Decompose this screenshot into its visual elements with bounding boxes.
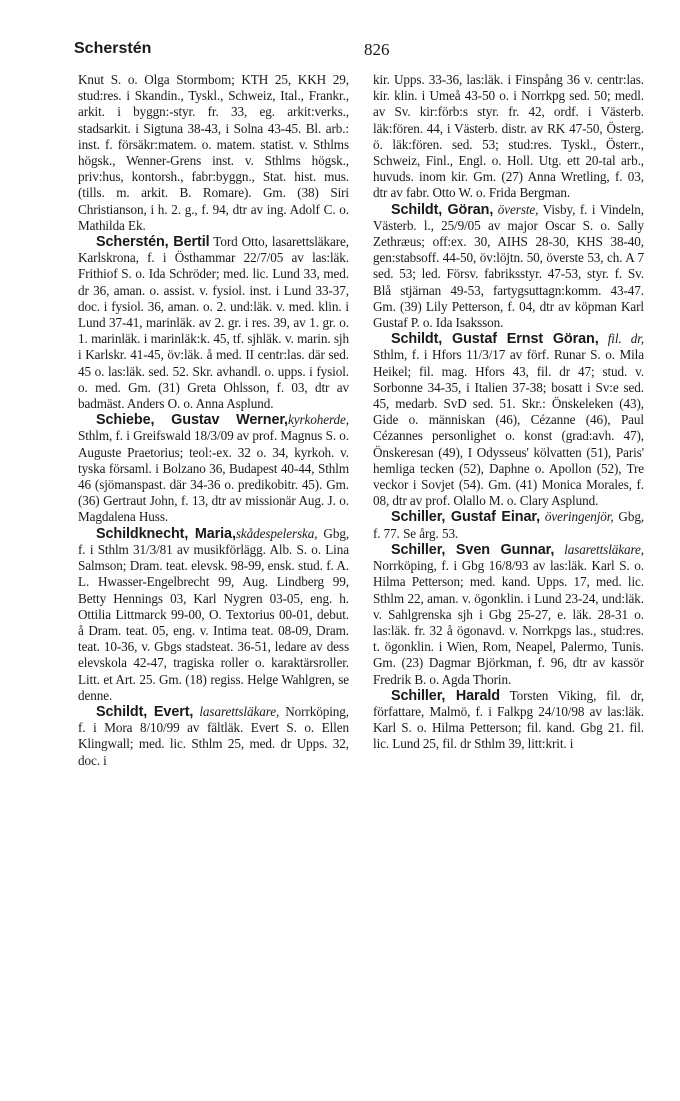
entry-continuation: Knut S. o. Olga Stormbom; KTH 25, KKH 29, stud:res. i Skandin., Tyskl., Schweiz, Ital., Frankr., arkit. i byggn:-styr. fr. 33, eg. arkit:verks., stadsarkit. i Sigtuna 38-43, i Solna 43-45. Bl. arb.: inst. f. försäkr:matem. o. matem. statist. v. Sthlms högsk., Wenner-Grens inst. v. Sthlms högsk., priv:hus, kontorsh., fabr:byggn., Stat. hist. mus. (tills. m. arkit. B. Romare). Gm. (38) Siri Christianson, i h. 2. g., f. 94, dtr av ing. Adolf C. o. Mathilda Ek. xyxy=(78,72,349,233)
entry-schiller-harald: Schiller, Harald Torsten Viking, fil. dr, författare, Malmö, f. i Falkpg 24/10/98 av las:läk. Karl S. o. Hilma Petterson; fil. kand. Gbg 21. fil. lic. Lund 25, fil. dr Sthlm 39, litt:krit. i xyxy=(373,687,644,752)
entry-schiebe-gustav: Schiebe, Gustav Werner,kyrkoherde, Sthlm, f. i Greifswald 18/3/09 av prof. Magnus S. o. Auguste Praetorius; teol:-ex. 32 o. 34, kyrkoh. v. tyska församl. i Bolzano 36, Budapest 40-44, Sthlm 46 (sjömanspast. där 34-36 o. predikobitr. 45). Gm. (36) Gertraut John, f. 13, dtr av missionär Aug. J. o. Magdalena Huss. xyxy=(78,412,349,525)
left-column xyxy=(78,72,349,769)
entry-schildt-gustaf-goran: Schildt, Gustaf Ernst Göran, fil. dr, Sthlm, f. i Hfors 11/3/17 av förf. Runar S. o. Mila Heikel; fil. mag. Hfors 43, fil. dr 47; stud. v. Sorbonne 34-35, i Italien 37-38; bosatt i Sv:e sed. 45, medarb. SvD sed. 51. Skr.: Önskeleken (43), Gide o. människan (46), Cézanne (46), Paul Cézannes personlighet o. konst (grad:avh. 47), Önskeresan (49), I Odysseus' kölvatten (51), Paris' hemliga tecken (52), Daphne o. Apollon (52), Tre veckor i Sovjet (54). Gm. (41) Monica Morales, f. 08, dtr av prof. Olallo M. o. Clary Asplund. xyxy=(373,331,644,509)
entry-schildt-evert: Schildt, Evert, lasarettsläkare, Norrköping, f. i Mora 8/10/99 av fältläk. Evert S. o. Ellen Klingwall; med. lic. Sthlm 25, med. dr Upps. 32, doc. i xyxy=(78,703,349,768)
entry-continuation: kir. Upps. 33-36, las:läk. i Finspång 36 v. centr:las. kir. klin. i Umeå 43-50 o. i Norrkpg sed. 50; medl. av Sv. kir:förb:s styr. fr. 42, ordf. i Västerb. läk:fören. 44, i Västerb. distr. av RK 47-50, Österg. ö. läk:fören. sed. 53; stud:res. Tyskl., Österr., Schweiz, Finl., Engl. o. Holl. Utg. ett 20-tal arb., huvuds. inom kir. Gm. (27) Anna Wretling, f. 03, dtr av fabr. Otto W. o. Frida Bergman. xyxy=(373,72,644,201)
entry-schildknecht-maria: Schildknecht, Maria,skådespelerska, Gbg, f. i Sthlm 31/3/81 av musikförlägg. Alb. S. o. Lina Salmson; Dram. teat. elevsk. 98-99, ensk. stud. f. A. L. Hwasser-Engelbrecht 99, Aug. Lindberg 99, Betty Hennings 03, Karl Nygren 03-05, eng. h. Ottilia Littmarck 99-00, O. Textorius 00-01, debut. å Dram. teat. 05, eng. v. Intima teat. 08-09, Dram. teat. 10-36, v. Gbgs stadsteat. 36-51, ledare av dess elevskola 42-47, tragiska roller o. karaktärsroller. Litt. et Art. 25. Gm. (18) regiss. Helge Wahlgren, se denne. xyxy=(78,525,350,703)
entry-schiller-gunnar: Schiller, Sven Gunnar, lasarettsläkare, Norrköping, f. i Gbg 16/8/93 av las:läk. Karl S. o. Hilma Petterson; med. kand. Upps. 17, med. lic. Sthlm 22, aman. v. ögonklin. i Lund 23-24, und:läk. v. Sahlgrenska sjh i Gbg 25-27, e. läk. 28-31 o. las:läk. fr. 32 å ögonavd. v. Norrkpgs las., stud:res. t. ögonklin. i Wien, Rom, Neapel, Palermo, Tunis. Gm. (23) Dagmar Björkman, f. 96, dtr av kassör Fredrik B. o. Agda Thorin. xyxy=(373,541,644,687)
entry-schildt-goran: Schildt, Göran, överste, Visby, f. i Vindeln, Västerb. l., 25/9/05 av major Oscar S. o. Sally Zethræus; off:ex. 30, AIHS 28-30, KHS 38-40, gen:stabsoff. 44-50, öv:löjtn. 50, överste 53, ch. A 7 sed. 53; led. Försv. fabriksstyr. 47-53, styr. f. Sv. Blå stjärnan 49-53, fartygsuttagn:komm. 43-47. Gm. (39) Lily Petterson, f. 04, dtr av köpman Karl Gustaf P. o. Ida Isaksson. xyxy=(373,201,645,331)
running-head: Scherstén xyxy=(74,40,152,57)
page-number: 826 xyxy=(364,40,390,59)
page-header xyxy=(74,40,642,64)
entry-schersten-bertil: Scherstén, Bertil Tord Otto, lasarettsläkare, Karlskrona, f. i Östhammar 22/7/05 av las:läk. Frithiof S. o. Ida Schröder; med. lic. Lund 33, med. dr 36, aman. o. assist. v. fysiol. inst. i Lund 33-37, doc. i fysiol. 36, aman. o. 2. und:läk. v. med. klin. i Lund 37-41, marinläk. av 2. gr. i res. 39, av 1. gr. o. 1. marinläk. i marinläk:k. 45, tf. sjhläk. v. marin. sjh i Karlskr. 41-45, öv:läk. å med. II centr:las. där sed. 45 o. las:läk. sed. 52. Skr. avhandl. o. upps. i fysiol. o. med. Gm. (31) Greta Ohlsson, f. 03, dtr av badmäst. Anders O. o. Anna Asplund. xyxy=(78,234,350,412)
text-columns xyxy=(78,72,644,769)
entry-schiller-einar: Schiller, Gustaf Einar, överingenjör, Gbg, f. 77. Se årg. 53. xyxy=(373,509,645,541)
right-column xyxy=(373,72,644,769)
